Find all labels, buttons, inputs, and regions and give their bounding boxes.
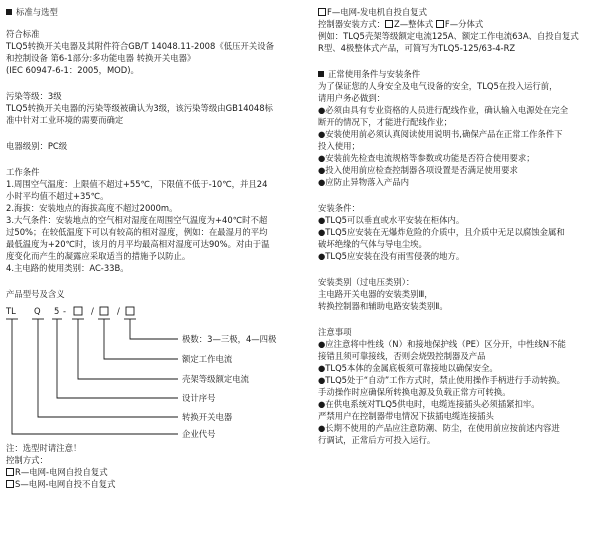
install-condition-line: ●TLQ5应安装在没有雨雪侵袭的地方。	[318, 251, 465, 261]
install-category-line: 转换控制器和辅助电路安装类别Ⅱ。	[318, 301, 448, 311]
safety-line: ●应防止异物落入产品内	[318, 177, 410, 187]
label-frame-current: 壳架等级额定电流	[182, 374, 249, 384]
note-line: ●TLQ5处于“自动”工作方式时，禁止使用操作手柄进行手动转换。	[318, 375, 566, 385]
control-option-label: S—电网-电网自投不自复式	[15, 479, 116, 489]
checkbox-icon	[385, 20, 393, 28]
safety-line: ●安装前先检查电流规格等参数或功能是否符合使用要求；	[318, 153, 535, 163]
install-conditions-title: 安装条件：	[318, 203, 360, 213]
code-part-q: Q	[34, 306, 41, 316]
section-header-text: 正常使用条件与安装条件	[328, 69, 421, 79]
condition-line: 3.大气条件：安装地点的空气相对湿度在周围空气温度为+40℃时不超	[6, 215, 268, 225]
model-title: 产品型号及含义	[6, 289, 65, 299]
safety-line: ●必须由具有专业资格的人员进行配线作业，确认输入电源处在完全	[318, 105, 569, 115]
control-option-label: F—电网-发电机自投自复式	[327, 7, 427, 17]
condition-line: 度变化而产生的凝露应采取适当的措施予以防止。	[6, 251, 191, 261]
pollution-line: 准中针对工业环境的需要而确定	[6, 115, 124, 125]
safety-line: ●安装使用前必须认真阅读使用说明书,确保产品在正常工作条件下	[318, 129, 563, 139]
section-header-conditions	[318, 68, 608, 80]
checkbox-icon	[436, 20, 444, 28]
install-option-z: Z—整体式	[394, 19, 434, 29]
standard-line: (IEC 60947-6-1：2005，MOD)。	[6, 65, 139, 75]
note-line: 手动操作时应确保所转换电源及负载正常方可转换。	[318, 387, 511, 397]
install-condition-line: ●TLQ5可以垂直或水平安装在柜体内。	[318, 215, 465, 225]
electrical-class: 电器级别：PC级	[6, 141, 68, 151]
condition-line: 4.主电路的使用类别：AC-33B。	[6, 263, 129, 273]
note-line: ●TLQ5本体的金属底板须可靠接地以确保安全。	[318, 363, 498, 373]
note-line: 接错且须可靠接线，否则会烧毁控制器及产品	[318, 351, 486, 361]
pollution-line: 污染等级：3级	[6, 91, 62, 101]
control-option-s	[6, 478, 304, 490]
checkbox-icon	[6, 468, 14, 476]
example-line: R型、4极整体式产品，可简写为TLQ5-125/63-4-RZ	[318, 43, 516, 53]
install-method	[318, 18, 608, 30]
control-option-r	[6, 466, 304, 478]
install-category-title: 安装类别（过电压类别）：	[318, 277, 415, 287]
note-line: ●应注意将中性线（N）和接地保护线（PE）区分开，中性线N不能	[318, 339, 566, 349]
safety-line: ●投入使用前应检查控制器各项设置是否满足使用要求	[318, 165, 518, 175]
model-code-lines	[6, 306, 304, 436]
install-condition-line: 破坏绝缘的气体与导电尘埃。	[318, 239, 427, 249]
label-design-number: 设计序号	[182, 393, 216, 403]
square-bullet-icon	[6, 9, 12, 15]
label-rated-current: 额定工作电流	[182, 354, 233, 364]
checkbox-icon	[318, 8, 326, 16]
example-line: 例如：TLQ5壳架等级额定电流125A、额定工作电流63A、自投自复式	[318, 31, 579, 41]
safety-line: 为了保证您的人身安全及电气设备的安全，TLQ5在投入运行前，	[318, 81, 558, 91]
note-line: ●在供电系统对TLQ5供电时，电缆连接插头必须插紧扣牢。	[318, 399, 540, 409]
section-header-text: 标准与选型	[16, 7, 58, 17]
safety-line: 请用户务必做到：	[318, 93, 385, 103]
standard-line: 和控制设备 第6-1部分:多功能电器 转换开关电器》	[6, 53, 196, 63]
model-code-diagram	[6, 306, 304, 439]
left-column	[6, 6, 304, 490]
standard-line: TLQ5转换开关电器及其附件符合GB/T 14048.11-2008《低压开关设备	[6, 41, 274, 51]
note-line: ●长期不使用的产品应注意防潮、防尘，在使用前应按前述内容进	[318, 423, 560, 433]
control-option-f	[318, 6, 608, 18]
code-part-slash: /	[117, 306, 120, 316]
standard-title: 符合标准	[6, 29, 40, 39]
label-switch-device: 转换开关电器	[182, 412, 233, 422]
install-option-f: F—分体式	[444, 19, 484, 29]
label-company-code: 企业代号	[182, 429, 216, 439]
note-line: 行调试，正常后方可投入运行。	[318, 435, 436, 445]
selection-note: 注：选型时请注意！	[6, 443, 82, 453]
install-method-prefix: 控制器安装方式：	[318, 19, 385, 29]
pollution-line: TLQ5转换开关电器的污染等级被确认为3级，该污染等级由GB14048标	[6, 103, 273, 113]
condition-line: 1.周围空气温度：上限值不超过+55℃，下限值不低于-10℃，并且24	[6, 179, 268, 189]
notes-title: 注意事项	[318, 327, 352, 337]
label-poles: 极数：3—三极，4—四极	[182, 334, 277, 344]
section-header-standard	[6, 6, 304, 18]
code-part-dash: -	[63, 306, 67, 316]
control-option-label: R—电网-电网自投自复式	[15, 467, 108, 477]
condition-line: 最低温度为+20℃时，该月的月平均最高相对湿度可达90%。对由于温	[6, 239, 270, 249]
right-column	[318, 6, 608, 446]
checkbox-icon	[6, 480, 14, 488]
install-condition-line: ●TLQ5应安装在无爆炸危险的介质中，且介质中无足以腐蚀金属和	[318, 227, 565, 237]
code-part-tl: TL	[6, 306, 16, 316]
code-part-slash: /	[91, 306, 94, 316]
condition-line: 过50%；在较低温度下可以有较高的相对湿度，例如：在最湿月的平均	[6, 227, 268, 237]
square-bullet-icon	[318, 71, 324, 77]
control-title: 控制方式：	[6, 455, 48, 465]
safety-line: 投入使用；	[318, 141, 360, 151]
conditions-title: 工作条件	[6, 167, 40, 177]
condition-line: 小时平均值不超过+35℃。	[6, 191, 109, 201]
safety-line: 断开的情况下，才能进行配线作业；	[318, 117, 452, 127]
condition-line: 2.海拔：安装地点的海拔高度不超过2000m。	[6, 203, 178, 213]
note-line: 严禁用户在控制器带电情况下拔插电缆连接插头	[318, 411, 494, 421]
install-category-line: 主电路开关电器的安装类别Ⅲ，	[318, 289, 433, 299]
code-part-5: 5	[54, 306, 60, 316]
